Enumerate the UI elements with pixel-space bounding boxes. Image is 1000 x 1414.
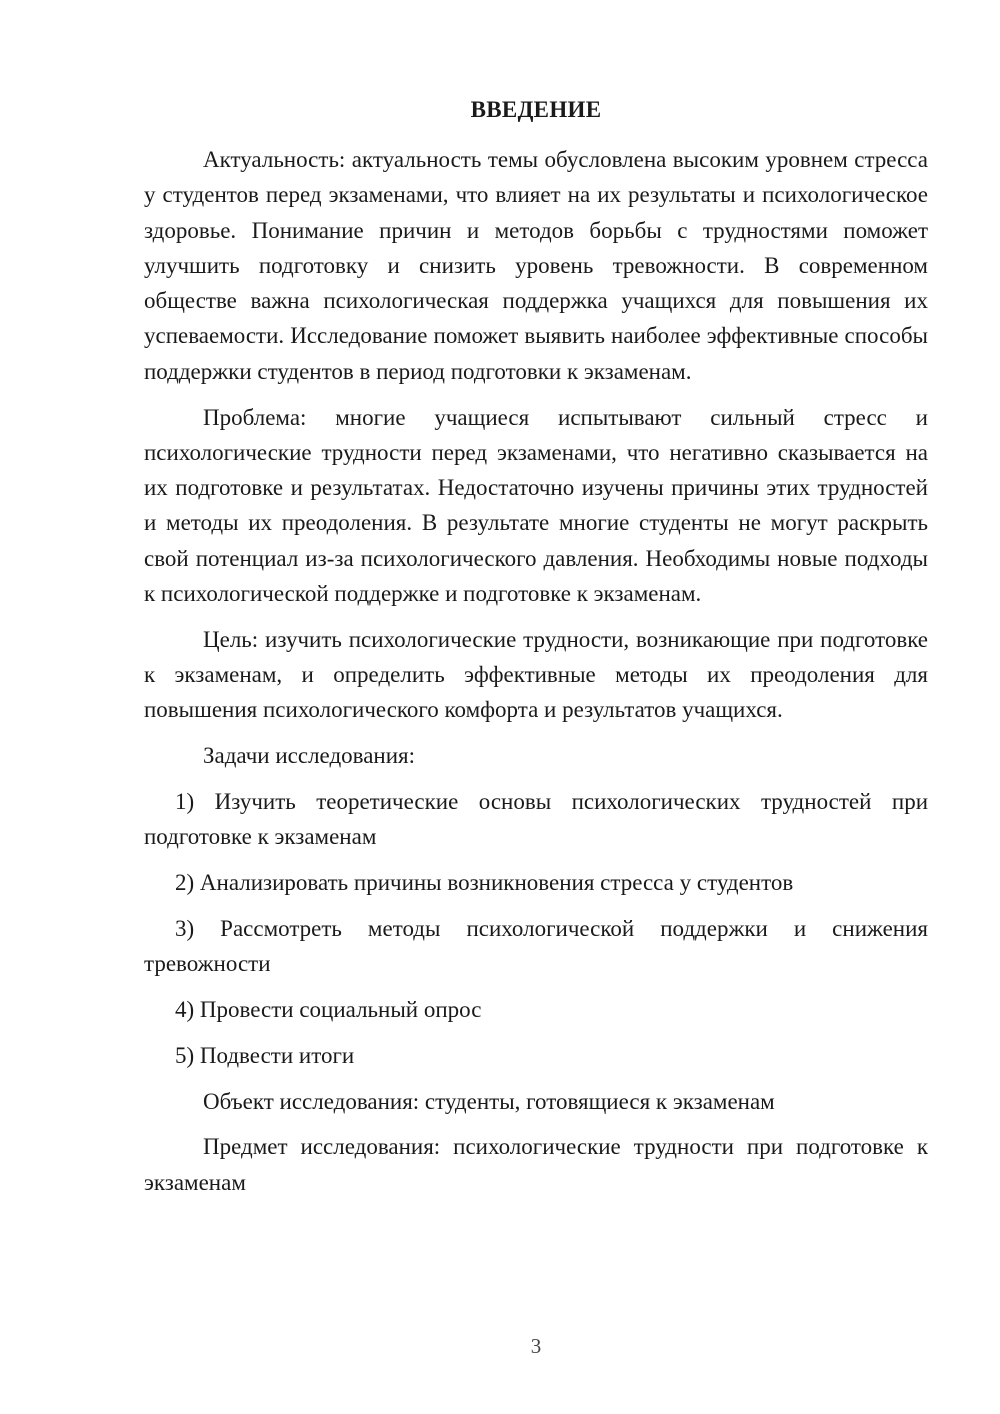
relevance-paragraph: Актуальность: актуальность темы обусловлена высоким уровнем стресса у студентов перед экзаменами, что влияет на их результаты и психологическое здоровье. Понимание причин и методов борьбы с трудностями поможет улучшить подготовку и снизить уровень тревожности. В современном обществе важна психологическая поддержка учащихся для повышения их успеваемости. Исследование поможет выявить наиболее эффективные способы поддержки студентов в период подготовки к экзаменам. [144, 147, 928, 384]
document-body [144, 142, 928, 1211]
problem-paragraph: Проблема: многие учащиеся испытывают сильный стресс и психологические трудности перед экзаменами, что негативно сказывается на их подготовке и результатах. Недостаточно изучены причины этих трудностей и методы их преодоления. В результате многие студенты не могут раскрыть свой потенциал из-за психологического давления. Необходимы новые подходы к психологической поддержке и подготовке к экзаменам. [144, 404, 928, 607]
research-subject: Предмет исследования: психологические трудности при подготовке к экзаменам [144, 1134, 928, 1195]
goal-paragraph: Цель: изучить психологические трудности, возникающие при подготовке к экзаменам, и определить эффективные методы их преодоления для повышения психологического комфорта и результатов учащихся. [144, 626, 928, 723]
task-item-3: 3) Рассмотреть методы психологической поддержки и снижения тревожности [144, 915, 928, 977]
page-number: 3 [530, 1334, 542, 1358]
research-object: Объект исследования: студенты, готовящиеся к экзаменам [203, 1088, 775, 1114]
task-item-1: 1) Изучить теоретические основы психологических трудностей при подготовке к экзаменам [144, 789, 928, 850]
section-heading: ВВЕДЕНИЕ [470, 97, 602, 122]
task-item-4: 4) Провести социальный опрос [175, 997, 482, 1023]
task-item-2: 2) Анализировать причины возникновения стресса у студентов [175, 870, 794, 896]
tasks-heading: Задачи исследования: [203, 743, 416, 769]
task-item-5: 5) Подвести итоги [175, 1042, 355, 1068]
